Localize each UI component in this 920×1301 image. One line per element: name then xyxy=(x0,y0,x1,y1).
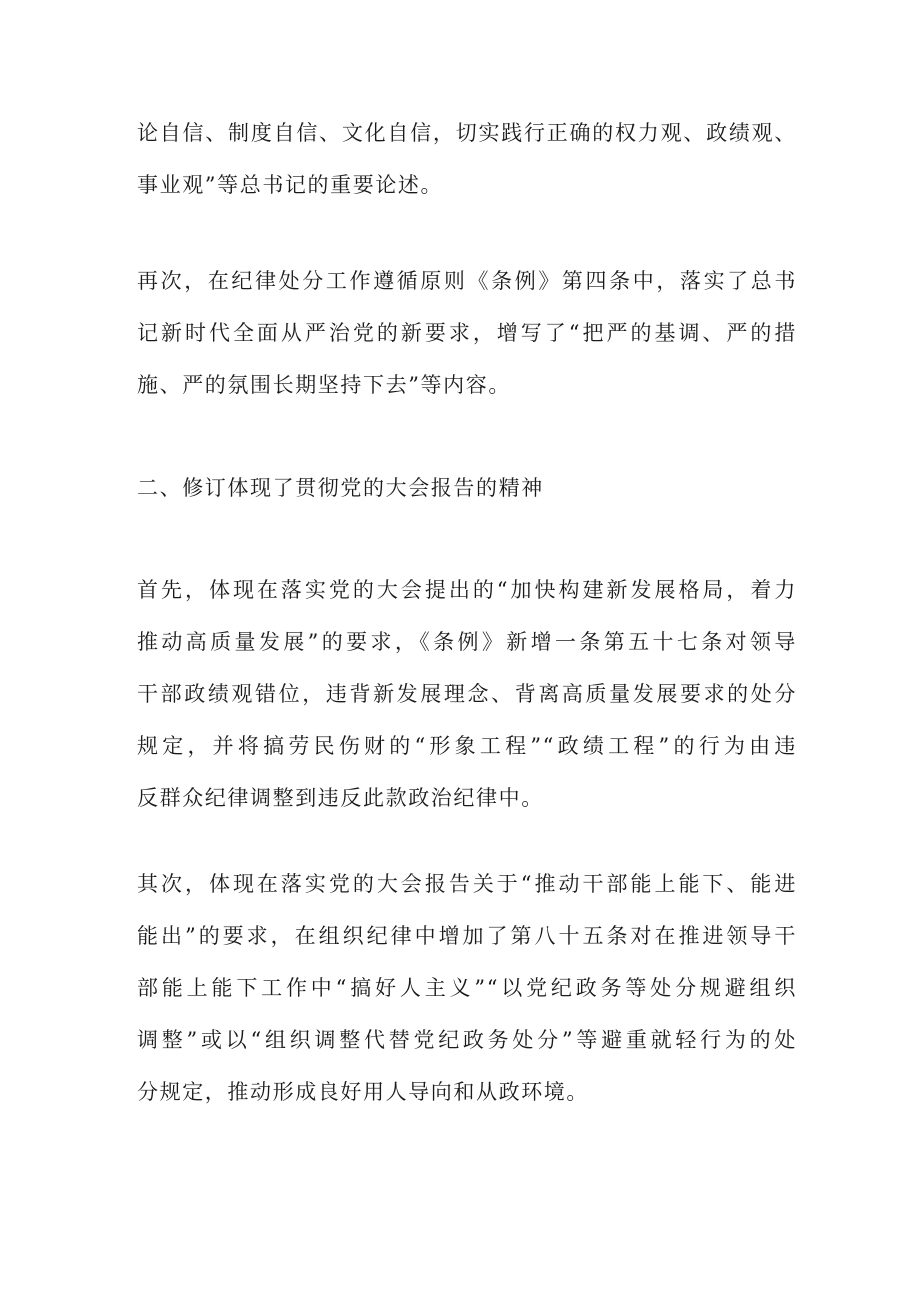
text-line: 首先，体现在落实党的大会提出的“加快构建新发展格局，着力 xyxy=(137,578,797,602)
text-line: 记新时代全面从严治党的新要求，增写了“把严的基调、严的措 xyxy=(137,321,797,345)
paragraph-1 xyxy=(137,118,797,222)
text-line: 能出”的要求，在组织纪律中增加了第八十五条对在推进领导干 xyxy=(137,924,797,948)
text-line: 干部政绩观错位，违背新发展理念、背离高质量发展要求的处分 xyxy=(137,682,797,706)
text-line: 部能上能下工作中“搞好人主义”“以党纪政务等处分规避组织 xyxy=(137,976,797,1000)
paragraph-2 xyxy=(137,266,797,422)
text-line: 事业观”等总书记的重要论述。 xyxy=(137,173,444,197)
paragraph-4 xyxy=(137,869,797,1129)
text-line: 施、严的氛围长期坚持下去”等内容。 xyxy=(137,373,511,397)
text-line: 再次，在纪律处分工作遵循原则《条例》第四条中，落实了总书 xyxy=(137,269,797,293)
text-line: 推动高质量发展”的要求，《条例》新增一条第五十七条对领导 xyxy=(137,630,797,654)
text-line: 调整”或以“组织调整代替党纪政务处分”等避重就轻行为的处 xyxy=(137,1028,797,1052)
text-line: 规定，并将搞劳民伤财的“形象工程”“政绩工程”的行为由违 xyxy=(137,734,797,758)
text-line: 其次，体现在落实党的大会报告关于“推动干部能上能下、能进 xyxy=(137,872,797,896)
heading-line: 二、修订体现了贯彻党的大会报告的精神 xyxy=(137,476,544,500)
paragraph-3 xyxy=(137,575,797,835)
text-line: 分规定，推动形成良好用人导向和从政环境。 xyxy=(137,1080,589,1104)
text-line: 论自信、制度自信、文化自信，切实践行正确的权力观、政绩观、 xyxy=(137,121,797,145)
text-line: 反群众纪律调整到违反此款政治纪律中。 xyxy=(137,786,544,810)
section-heading xyxy=(137,473,797,525)
